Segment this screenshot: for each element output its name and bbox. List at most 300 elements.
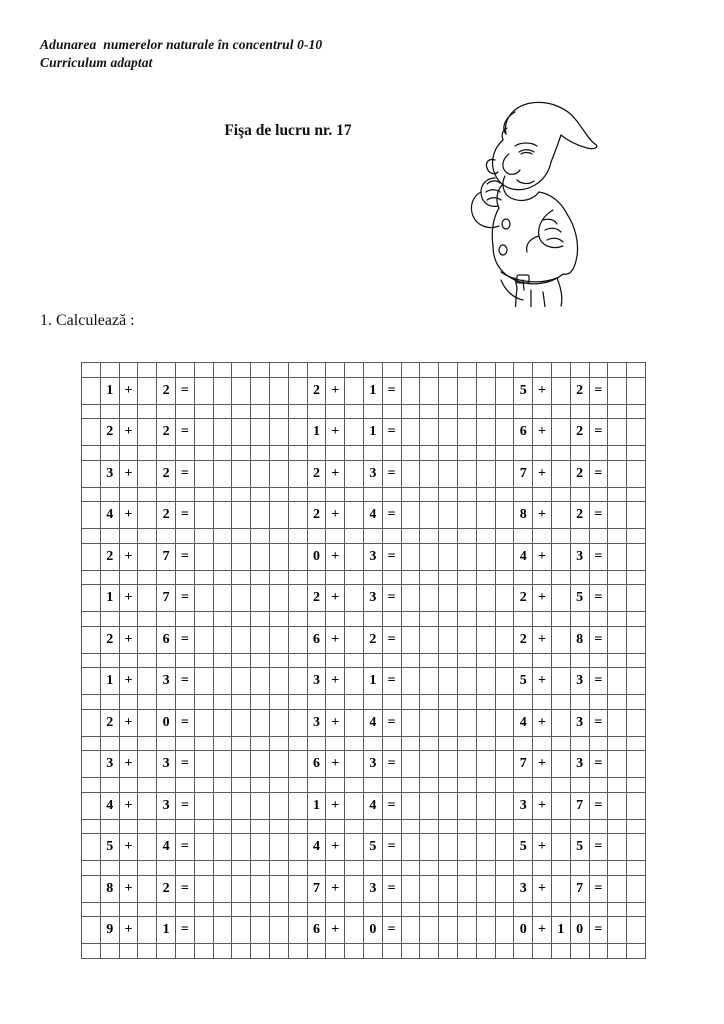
- grid-cell-blank[interactable]: [326, 778, 345, 793]
- grid-cell-blank[interactable]: [326, 570, 345, 585]
- grid-cell-blank[interactable]: [326, 861, 345, 876]
- grid-cell-blank[interactable]: [495, 487, 514, 502]
- answer-cell[interactable]: [627, 792, 646, 819]
- answer-cell[interactable]: [457, 377, 476, 404]
- grid-cell-blank[interactable]: [269, 944, 288, 959]
- grid-cell-blank[interactable]: [551, 570, 570, 585]
- answer-cell[interactable]: [495, 543, 514, 570]
- grid-cell-blank[interactable]: [175, 487, 194, 502]
- grid-cell-blank[interactable]: [326, 404, 345, 419]
- grid-cell-blank[interactable]: [288, 819, 307, 834]
- grid-cell-blank[interactable]: [589, 902, 608, 917]
- answer-cell[interactable]: [138, 543, 157, 570]
- answer-cell[interactable]: [213, 668, 232, 695]
- answer-cell[interactable]: [213, 709, 232, 736]
- grid-cell-blank[interactable]: [457, 695, 476, 710]
- answer-cell[interactable]: [420, 875, 439, 902]
- grid-cell-blank[interactable]: [119, 653, 138, 668]
- grid-cell-blank[interactable]: [627, 944, 646, 959]
- grid-cell-blank[interactable]: [608, 653, 627, 668]
- grid-cell-blank[interactable]: [401, 902, 420, 917]
- answer-cell[interactable]: [627, 834, 646, 861]
- grid-cell-blank[interactable]: [533, 861, 552, 876]
- grid-cell-blank[interactable]: [326, 736, 345, 751]
- grid-cell-blank[interactable]: [627, 736, 646, 751]
- grid-cell-blank[interactable]: [439, 778, 458, 793]
- answer-cell[interactable]: [420, 751, 439, 778]
- grid-cell-blank[interactable]: [533, 570, 552, 585]
- answer-cell[interactable]: [608, 917, 627, 944]
- answer-cell[interactable]: [288, 917, 307, 944]
- grid-cell-blank[interactable]: [570, 819, 589, 834]
- answer-cell[interactable]: [251, 585, 270, 612]
- grid-cell-blank[interactable]: [288, 861, 307, 876]
- answer-cell[interactable]: [401, 917, 420, 944]
- answer-cell[interactable]: [551, 543, 570, 570]
- grid-cell-blank[interactable]: [345, 819, 364, 834]
- grid-cell-blank[interactable]: [495, 736, 514, 751]
- answer-cell[interactable]: [608, 834, 627, 861]
- grid-cell-blank[interactable]: [439, 487, 458, 502]
- answer-cell[interactable]: [457, 626, 476, 653]
- answer-cell[interactable]: [345, 502, 364, 529]
- answer-cell[interactable]: [194, 626, 213, 653]
- grid-cell-blank[interactable]: [401, 653, 420, 668]
- grid-cell-blank[interactable]: [269, 529, 288, 544]
- grid-cell-blank[interactable]: [589, 819, 608, 834]
- grid-cell-blank[interactable]: [213, 446, 232, 461]
- answer-cell[interactable]: [345, 460, 364, 487]
- grid-cell-blank[interactable]: [608, 944, 627, 959]
- grid-cell-blank[interactable]: [82, 529, 101, 544]
- grid-cell-blank[interactable]: [326, 695, 345, 710]
- grid-cell-blank[interactable]: [514, 819, 533, 834]
- grid-cell-blank[interactable]: [251, 902, 270, 917]
- grid-cell-blank[interactable]: [157, 653, 176, 668]
- answer-cell[interactable]: [232, 460, 251, 487]
- grid-cell-blank[interactable]: [100, 736, 119, 751]
- grid-cell-blank[interactable]: [100, 861, 119, 876]
- answer-cell[interactable]: [420, 834, 439, 861]
- answer-cell[interactable]: [457, 460, 476, 487]
- grid-cell-blank[interactable]: [627, 695, 646, 710]
- grid-cell-blank[interactable]: [476, 944, 495, 959]
- grid-cell-blank[interactable]: [269, 487, 288, 502]
- grid-cell-blank[interactable]: [551, 446, 570, 461]
- grid-cell-blank[interactable]: [307, 570, 326, 585]
- grid-cell-blank[interactable]: [194, 819, 213, 834]
- grid-cell-blank[interactable]: [514, 363, 533, 378]
- answer-cell[interactable]: [232, 751, 251, 778]
- answer-cell[interactable]: [138, 377, 157, 404]
- grid-cell-blank[interactable]: [82, 861, 101, 876]
- answer-cell[interactable]: [457, 792, 476, 819]
- grid-cell-blank[interactable]: [476, 446, 495, 461]
- answer-cell[interactable]: [232, 502, 251, 529]
- answer-cell[interactable]: [495, 917, 514, 944]
- grid-cell-blank[interactable]: [589, 778, 608, 793]
- answer-cell[interactable]: [627, 709, 646, 736]
- grid-cell-blank[interactable]: [382, 487, 401, 502]
- grid-cell-blank[interactable]: [288, 487, 307, 502]
- grid-cell-blank[interactable]: [213, 653, 232, 668]
- grid-cell-blank[interactable]: [100, 695, 119, 710]
- grid-cell-blank[interactable]: [232, 736, 251, 751]
- grid-cell-blank[interactable]: [533, 529, 552, 544]
- grid-cell-blank[interactable]: [307, 695, 326, 710]
- answer-cell[interactable]: [345, 875, 364, 902]
- grid-cell-blank[interactable]: [138, 487, 157, 502]
- grid-cell-blank[interactable]: [382, 653, 401, 668]
- grid-cell-blank[interactable]: [382, 819, 401, 834]
- answer-cell[interactable]: [551, 502, 570, 529]
- grid-cell-blank[interactable]: [288, 778, 307, 793]
- grid-cell-blank[interactable]: [476, 736, 495, 751]
- grid-cell-blank[interactable]: [251, 363, 270, 378]
- grid-cell-blank[interactable]: [476, 570, 495, 585]
- answer-cell[interactable]: [608, 460, 627, 487]
- answer-cell[interactable]: [401, 419, 420, 446]
- grid-cell-blank[interactable]: [175, 778, 194, 793]
- grid-cell-blank[interactable]: [589, 446, 608, 461]
- grid-cell-blank[interactable]: [495, 653, 514, 668]
- grid-cell-blank[interactable]: [194, 570, 213, 585]
- grid-cell-blank[interactable]: [495, 902, 514, 917]
- answer-cell[interactable]: [439, 875, 458, 902]
- grid-cell-blank[interactable]: [589, 529, 608, 544]
- answer-cell[interactable]: [194, 419, 213, 446]
- answer-cell[interactable]: [551, 668, 570, 695]
- answer-cell[interactable]: [251, 834, 270, 861]
- grid-cell-blank[interactable]: [382, 446, 401, 461]
- grid-cell-blank[interactable]: [251, 570, 270, 585]
- grid-cell-blank[interactable]: [495, 695, 514, 710]
- grid-cell-blank[interactable]: [495, 944, 514, 959]
- answer-cell[interactable]: [401, 626, 420, 653]
- grid-cell-blank[interactable]: [251, 404, 270, 419]
- grid-cell-blank[interactable]: [457, 944, 476, 959]
- answer-cell[interactable]: [288, 668, 307, 695]
- grid-cell-blank[interactable]: [194, 695, 213, 710]
- grid-cell-blank[interactable]: [420, 653, 439, 668]
- grid-cell-blank[interactable]: [175, 861, 194, 876]
- grid-cell-blank[interactable]: [420, 446, 439, 461]
- answer-cell[interactable]: [251, 626, 270, 653]
- grid-cell-blank[interactable]: [457, 653, 476, 668]
- grid-cell-blank[interactable]: [420, 487, 439, 502]
- answer-cell[interactable]: [213, 751, 232, 778]
- answer-cell[interactable]: [345, 419, 364, 446]
- answer-cell[interactable]: [269, 834, 288, 861]
- grid-cell-blank[interactable]: [608, 736, 627, 751]
- grid-cell-blank[interactable]: [175, 529, 194, 544]
- grid-cell-blank[interactable]: [589, 861, 608, 876]
- grid-cell-blank[interactable]: [401, 570, 420, 585]
- grid-cell-blank[interactable]: [439, 902, 458, 917]
- answer-cell[interactable]: [439, 543, 458, 570]
- grid-cell-blank[interactable]: [420, 819, 439, 834]
- grid-cell-blank[interactable]: [307, 736, 326, 751]
- answer-cell[interactable]: [551, 751, 570, 778]
- answer-cell[interactable]: [420, 668, 439, 695]
- grid-cell-blank[interactable]: [119, 404, 138, 419]
- answer-cell[interactable]: [232, 377, 251, 404]
- grid-cell-blank[interactable]: [627, 861, 646, 876]
- grid-cell-blank[interactable]: [82, 570, 101, 585]
- answer-cell[interactable]: [401, 709, 420, 736]
- grid-cell-blank[interactable]: [439, 363, 458, 378]
- grid-cell-blank[interactable]: [119, 446, 138, 461]
- grid-cell-blank[interactable]: [608, 778, 627, 793]
- grid-cell-blank[interactable]: [533, 653, 552, 668]
- grid-cell-blank[interactable]: [288, 902, 307, 917]
- grid-cell-blank[interactable]: [175, 363, 194, 378]
- answer-cell[interactable]: [495, 875, 514, 902]
- grid-cell-blank[interactable]: [138, 446, 157, 461]
- grid-cell-blank[interactable]: [420, 612, 439, 627]
- answer-cell[interactable]: [551, 626, 570, 653]
- grid-cell-blank[interactable]: [476, 404, 495, 419]
- answer-cell[interactable]: [269, 709, 288, 736]
- answer-cell[interactable]: [213, 543, 232, 570]
- answer-cell[interactable]: [251, 543, 270, 570]
- grid-cell-blank[interactable]: [627, 487, 646, 502]
- grid-cell-blank[interactable]: [514, 778, 533, 793]
- grid-cell-blank[interactable]: [100, 944, 119, 959]
- answer-cell[interactable]: [138, 709, 157, 736]
- grid-cell-blank[interactable]: [363, 861, 382, 876]
- answer-cell[interactable]: [345, 626, 364, 653]
- answer-cell[interactable]: [138, 917, 157, 944]
- grid-cell-blank[interactable]: [288, 695, 307, 710]
- grid-cell-blank[interactable]: [495, 363, 514, 378]
- grid-cell-blank[interactable]: [232, 404, 251, 419]
- grid-cell-blank[interactable]: [476, 861, 495, 876]
- grid-cell-blank[interactable]: [382, 944, 401, 959]
- answer-cell[interactable]: [269, 585, 288, 612]
- answer-cell[interactable]: [269, 668, 288, 695]
- grid-cell-blank[interactable]: [382, 778, 401, 793]
- answer-cell[interactable]: [138, 668, 157, 695]
- grid-cell-blank[interactable]: [251, 736, 270, 751]
- answer-cell[interactable]: [269, 502, 288, 529]
- answer-cell[interactable]: [495, 502, 514, 529]
- grid-cell-blank[interactable]: [420, 695, 439, 710]
- grid-cell-blank[interactable]: [307, 487, 326, 502]
- grid-cell-blank[interactable]: [82, 778, 101, 793]
- grid-cell-blank[interactable]: [363, 653, 382, 668]
- answer-cell[interactable]: [138, 792, 157, 819]
- grid-cell-blank[interactable]: [495, 819, 514, 834]
- grid-cell-blank[interactable]: [157, 902, 176, 917]
- answer-cell[interactable]: [213, 377, 232, 404]
- answer-cell[interactable]: [345, 543, 364, 570]
- grid-cell-blank[interactable]: [100, 819, 119, 834]
- answer-cell[interactable]: [138, 419, 157, 446]
- grid-cell-blank[interactable]: [551, 695, 570, 710]
- answer-cell[interactable]: [251, 668, 270, 695]
- grid-cell-blank[interactable]: [589, 363, 608, 378]
- grid-cell-blank[interactable]: [457, 529, 476, 544]
- grid-cell-blank[interactable]: [495, 861, 514, 876]
- answer-cell[interactable]: [476, 460, 495, 487]
- grid-cell-blank[interactable]: [251, 944, 270, 959]
- answer-cell[interactable]: [627, 751, 646, 778]
- answer-cell[interactable]: [439, 792, 458, 819]
- answer-cell[interactable]: [420, 626, 439, 653]
- answer-cell[interactable]: [627, 543, 646, 570]
- grid-cell-blank[interactable]: [627, 446, 646, 461]
- answer-cell[interactable]: [194, 377, 213, 404]
- answer-cell[interactable]: [401, 834, 420, 861]
- grid-cell-blank[interactable]: [627, 653, 646, 668]
- grid-cell-blank[interactable]: [589, 653, 608, 668]
- grid-cell-blank[interactable]: [439, 570, 458, 585]
- grid-cell-blank[interactable]: [119, 695, 138, 710]
- grid-cell-blank[interactable]: [382, 363, 401, 378]
- grid-cell-blank[interactable]: [457, 736, 476, 751]
- grid-cell-blank[interactable]: [533, 902, 552, 917]
- grid-cell-blank[interactable]: [345, 570, 364, 585]
- grid-cell-blank[interactable]: [514, 695, 533, 710]
- answer-cell[interactable]: [551, 460, 570, 487]
- answer-cell[interactable]: [457, 834, 476, 861]
- grid-cell-blank[interactable]: [457, 570, 476, 585]
- answer-cell[interactable]: [269, 917, 288, 944]
- grid-cell-blank[interactable]: [363, 778, 382, 793]
- grid-cell-blank[interactable]: [82, 446, 101, 461]
- grid-cell-blank[interactable]: [288, 570, 307, 585]
- answer-cell[interactable]: [627, 377, 646, 404]
- grid-cell-blank[interactable]: [401, 529, 420, 544]
- answer-cell[interactable]: [401, 792, 420, 819]
- grid-cell-blank[interactable]: [514, 861, 533, 876]
- answer-cell[interactable]: [401, 502, 420, 529]
- grid-cell-blank[interactable]: [439, 736, 458, 751]
- grid-cell-blank[interactable]: [326, 944, 345, 959]
- answer-cell[interactable]: [627, 875, 646, 902]
- grid-cell-blank[interactable]: [608, 487, 627, 502]
- answer-cell[interactable]: [439, 709, 458, 736]
- grid-cell-blank[interactable]: [213, 861, 232, 876]
- grid-cell-blank[interactable]: [551, 529, 570, 544]
- grid-cell-blank[interactable]: [363, 944, 382, 959]
- grid-cell-blank[interactable]: [307, 944, 326, 959]
- grid-cell-blank[interactable]: [213, 736, 232, 751]
- grid-cell-blank[interactable]: [100, 902, 119, 917]
- grid-cell-blank[interactable]: [551, 404, 570, 419]
- answer-cell[interactable]: [213, 419, 232, 446]
- grid-cell-blank[interactable]: [457, 819, 476, 834]
- answer-cell[interactable]: [82, 668, 101, 695]
- grid-cell-blank[interactable]: [194, 653, 213, 668]
- grid-cell-blank[interactable]: [269, 570, 288, 585]
- grid-cell-blank[interactable]: [288, 446, 307, 461]
- grid-cell-blank[interactable]: [420, 778, 439, 793]
- answer-cell[interactable]: [232, 419, 251, 446]
- grid-cell-blank[interactable]: [589, 404, 608, 419]
- grid-cell-blank[interactable]: [382, 529, 401, 544]
- grid-cell-blank[interactable]: [401, 404, 420, 419]
- grid-cell-blank[interactable]: [514, 902, 533, 917]
- grid-cell-blank[interactable]: [138, 819, 157, 834]
- grid-cell-blank[interactable]: [232, 695, 251, 710]
- grid-cell-blank[interactable]: [269, 653, 288, 668]
- answer-cell[interactable]: [439, 626, 458, 653]
- answer-cell[interactable]: [608, 792, 627, 819]
- answer-cell[interactable]: [439, 917, 458, 944]
- grid-cell-blank[interactable]: [175, 404, 194, 419]
- grid-cell-blank[interactable]: [288, 944, 307, 959]
- grid-cell-blank[interactable]: [157, 695, 176, 710]
- answer-cell[interactable]: [138, 626, 157, 653]
- grid-cell-blank[interactable]: [138, 612, 157, 627]
- grid-cell-blank[interactable]: [157, 487, 176, 502]
- grid-cell-blank[interactable]: [251, 446, 270, 461]
- grid-cell-blank[interactable]: [363, 570, 382, 585]
- grid-cell-blank[interactable]: [100, 570, 119, 585]
- grid-cell-blank[interactable]: [476, 653, 495, 668]
- grid-cell-blank[interactable]: [570, 902, 589, 917]
- grid-cell-blank[interactable]: [570, 404, 589, 419]
- answer-cell[interactable]: [439, 419, 458, 446]
- grid-cell-blank[interactable]: [119, 612, 138, 627]
- answer-cell[interactable]: [476, 502, 495, 529]
- grid-cell-blank[interactable]: [533, 736, 552, 751]
- grid-cell-blank[interactable]: [476, 363, 495, 378]
- answer-cell[interactable]: [457, 419, 476, 446]
- grid-cell-blank[interactable]: [457, 363, 476, 378]
- grid-cell-blank[interactable]: [589, 612, 608, 627]
- answer-cell[interactable]: [401, 585, 420, 612]
- grid-cell-blank[interactable]: [627, 612, 646, 627]
- grid-cell-blank[interactable]: [345, 612, 364, 627]
- grid-cell-blank[interactable]: [157, 778, 176, 793]
- grid-cell-blank[interactable]: [251, 819, 270, 834]
- answer-cell[interactable]: [213, 834, 232, 861]
- grid-cell-blank[interactable]: [82, 653, 101, 668]
- grid-cell-blank[interactable]: [138, 570, 157, 585]
- grid-cell-blank[interactable]: [627, 819, 646, 834]
- answer-cell[interactable]: [232, 543, 251, 570]
- answer-cell[interactable]: [213, 585, 232, 612]
- answer-cell[interactable]: [401, 460, 420, 487]
- grid-cell-blank[interactable]: [194, 902, 213, 917]
- grid-cell-blank[interactable]: [138, 778, 157, 793]
- answer-cell[interactable]: [82, 875, 101, 902]
- grid-cell-blank[interactable]: [138, 529, 157, 544]
- answer-cell[interactable]: [608, 668, 627, 695]
- answer-cell[interactable]: [251, 502, 270, 529]
- grid-cell-blank[interactable]: [326, 363, 345, 378]
- grid-cell-blank[interactable]: [551, 363, 570, 378]
- grid-cell-blank[interactable]: [232, 612, 251, 627]
- grid-cell-blank[interactable]: [194, 446, 213, 461]
- grid-cell-blank[interactable]: [608, 570, 627, 585]
- answer-cell[interactable]: [608, 502, 627, 529]
- grid-cell-blank[interactable]: [457, 861, 476, 876]
- grid-cell-blank[interactable]: [307, 861, 326, 876]
- answer-cell[interactable]: [288, 419, 307, 446]
- grid-cell-blank[interactable]: [476, 819, 495, 834]
- grid-cell-blank[interactable]: [119, 570, 138, 585]
- grid-cell-blank[interactable]: [589, 736, 608, 751]
- answer-cell[interactable]: [288, 626, 307, 653]
- answer-cell[interactable]: [269, 460, 288, 487]
- grid-cell-blank[interactable]: [100, 612, 119, 627]
- grid-cell-blank[interactable]: [194, 861, 213, 876]
- answer-cell[interactable]: [213, 792, 232, 819]
